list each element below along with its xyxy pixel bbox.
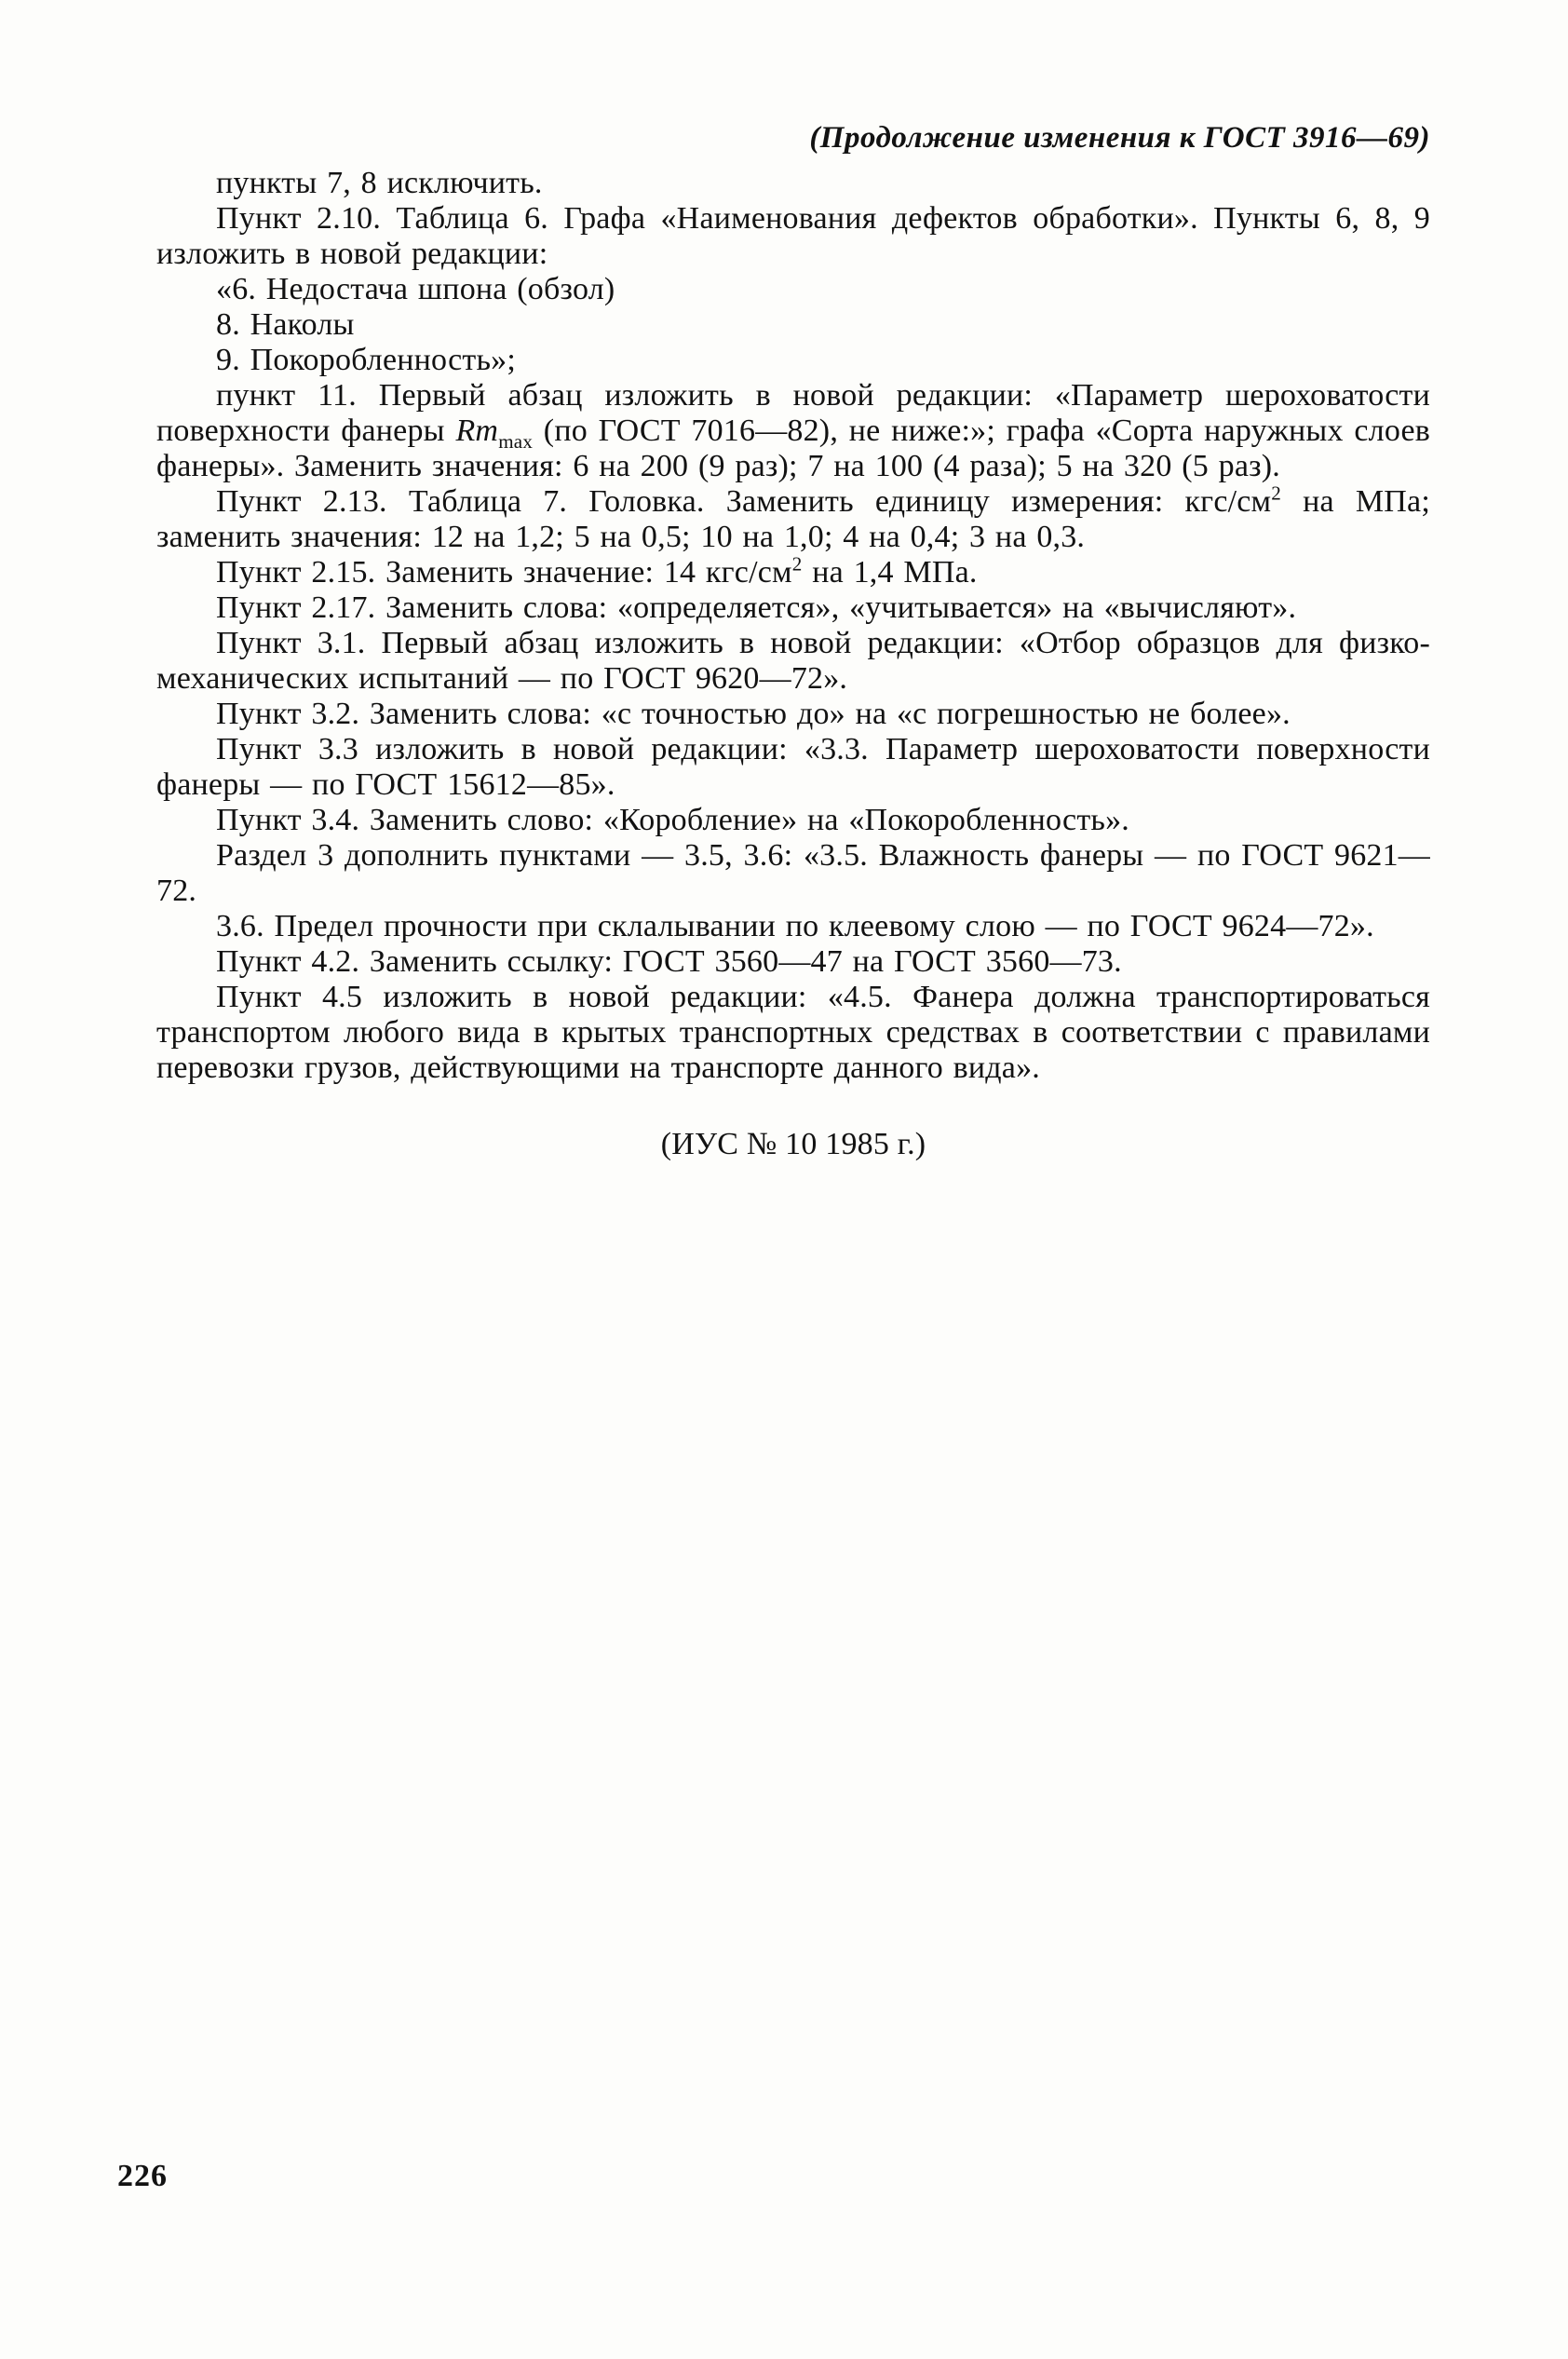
paragraph [156,732,1430,803]
paragraph [156,697,1430,732]
content-area [156,119,1430,1162]
page-number: 226 [117,2159,168,2193]
text-segment: Пункт 3.4. Заменить слово: «Коробление» на «Покоробленность». [216,803,1129,837]
text-segment: Пункт 3.3 изложить в новой редакции: «3.3. Параметр шероховатости поверхности фанеры — по ГОСТ 15612—85». [156,732,1430,802]
text-segment: «6. Недостача шпона (обзол) [216,272,615,306]
text-segment: Пункт 2.10. Таблица 6. Графа «Наименования дефектов обработки». Пункты 6, 8, 9 изложить в новой редакции: [156,201,1430,271]
paragraph [156,944,1430,980]
issue-note: (ИУС № 10 1985 г.) [660,1127,926,1161]
text-segment: Пункт 4.5 изложить в новой редакции: «4.5. Фанера должна транспортироваться транспортом любого вида в крытых транспортных средствах в соответствии с правилами перевозки грузов, действующими на транспорте данного вида». [156,980,1430,1085]
text-segment: на МПа; заменить значения: 12 на 1,2; 5 на 0,5; 10 на 1,0; 4 на 0,4; 3 на 0,3. [156,484,1430,554]
text-segment: 3.6. Предел прочности при склалывании по клеевому слою — по ГОСТ 9624—72». [216,909,1374,943]
paragraph [156,980,1430,1086]
text-segment: Пункт 2.17. Заменить слова: «определяется», «учитывается» на «вычисляют». [216,590,1297,625]
text-segment: Пункт 4.2. Заменить ссылку: ГОСТ 3560—47 на ГОСТ 3560—73. [216,944,1122,979]
paragraph [156,552,1430,590]
paragraphs [156,166,1430,1086]
text-segment-sub: max [498,429,534,453]
paragraph [156,272,1430,307]
paragraph [156,307,1430,343]
paragraph [156,378,1430,484]
text-segment: Пункт 2.13. Таблица 7. Головка. Заменить единицу измерения: кгс/см [216,484,1272,519]
text-segment: Пункт 3.2. Заменить слова: «с точностью до» на «с погрешностью не более». [216,697,1291,731]
paragraph [156,626,1430,697]
paragraph [156,166,1430,201]
text-segment: Пункт 3.1. Первый абзац изложить в новой редакции: «Отбор образцов для физко-механических испытаний — по ГОСТ 9620—72». [156,626,1430,696]
text-segment-sup: 2 [791,552,803,576]
paragraph [156,803,1430,838]
text-segment: на 1,4 МПа. [802,555,978,590]
paragraph [156,909,1430,944]
text-segment: пункты 7, 8 исключить. [216,166,543,200]
text-segment: Пункт 2.15. Заменить значение: 14 кгс/см [216,555,792,590]
text-segment-sup: 2 [1271,481,1282,505]
text-segment: пункт 11. Первый абзац изложить в новой редакции: «Параметр шероховатости поверхности фанеры [156,378,1430,448]
text-segment: 8. Наколы [216,307,355,342]
paragraph [156,481,1430,555]
text-segment-i: Rm [455,414,499,448]
paragraph [156,343,1430,378]
text-segment: 9. Покоробленность»; [216,343,516,377]
text-segment: (по ГОСТ 7016—82), не ниже:»; графа «Сорта наружных слоев фанеры». Заменить значения: 6 на 200 (9 раз); 7 на 100 (4 раза); 5 на 320 (5 раз). [156,414,1431,483]
continuation-note: (Продолжение изменения к ГОСТ 3916—69) [809,121,1430,155]
paragraph [156,201,1430,272]
text-segment: Раздел 3 дополнить пунктами — 3.5, 3.6: «3.5. Влажность фанеры — по ГОСТ 9621—72. [156,838,1430,908]
paragraph [156,838,1430,909]
paragraph [156,590,1430,626]
